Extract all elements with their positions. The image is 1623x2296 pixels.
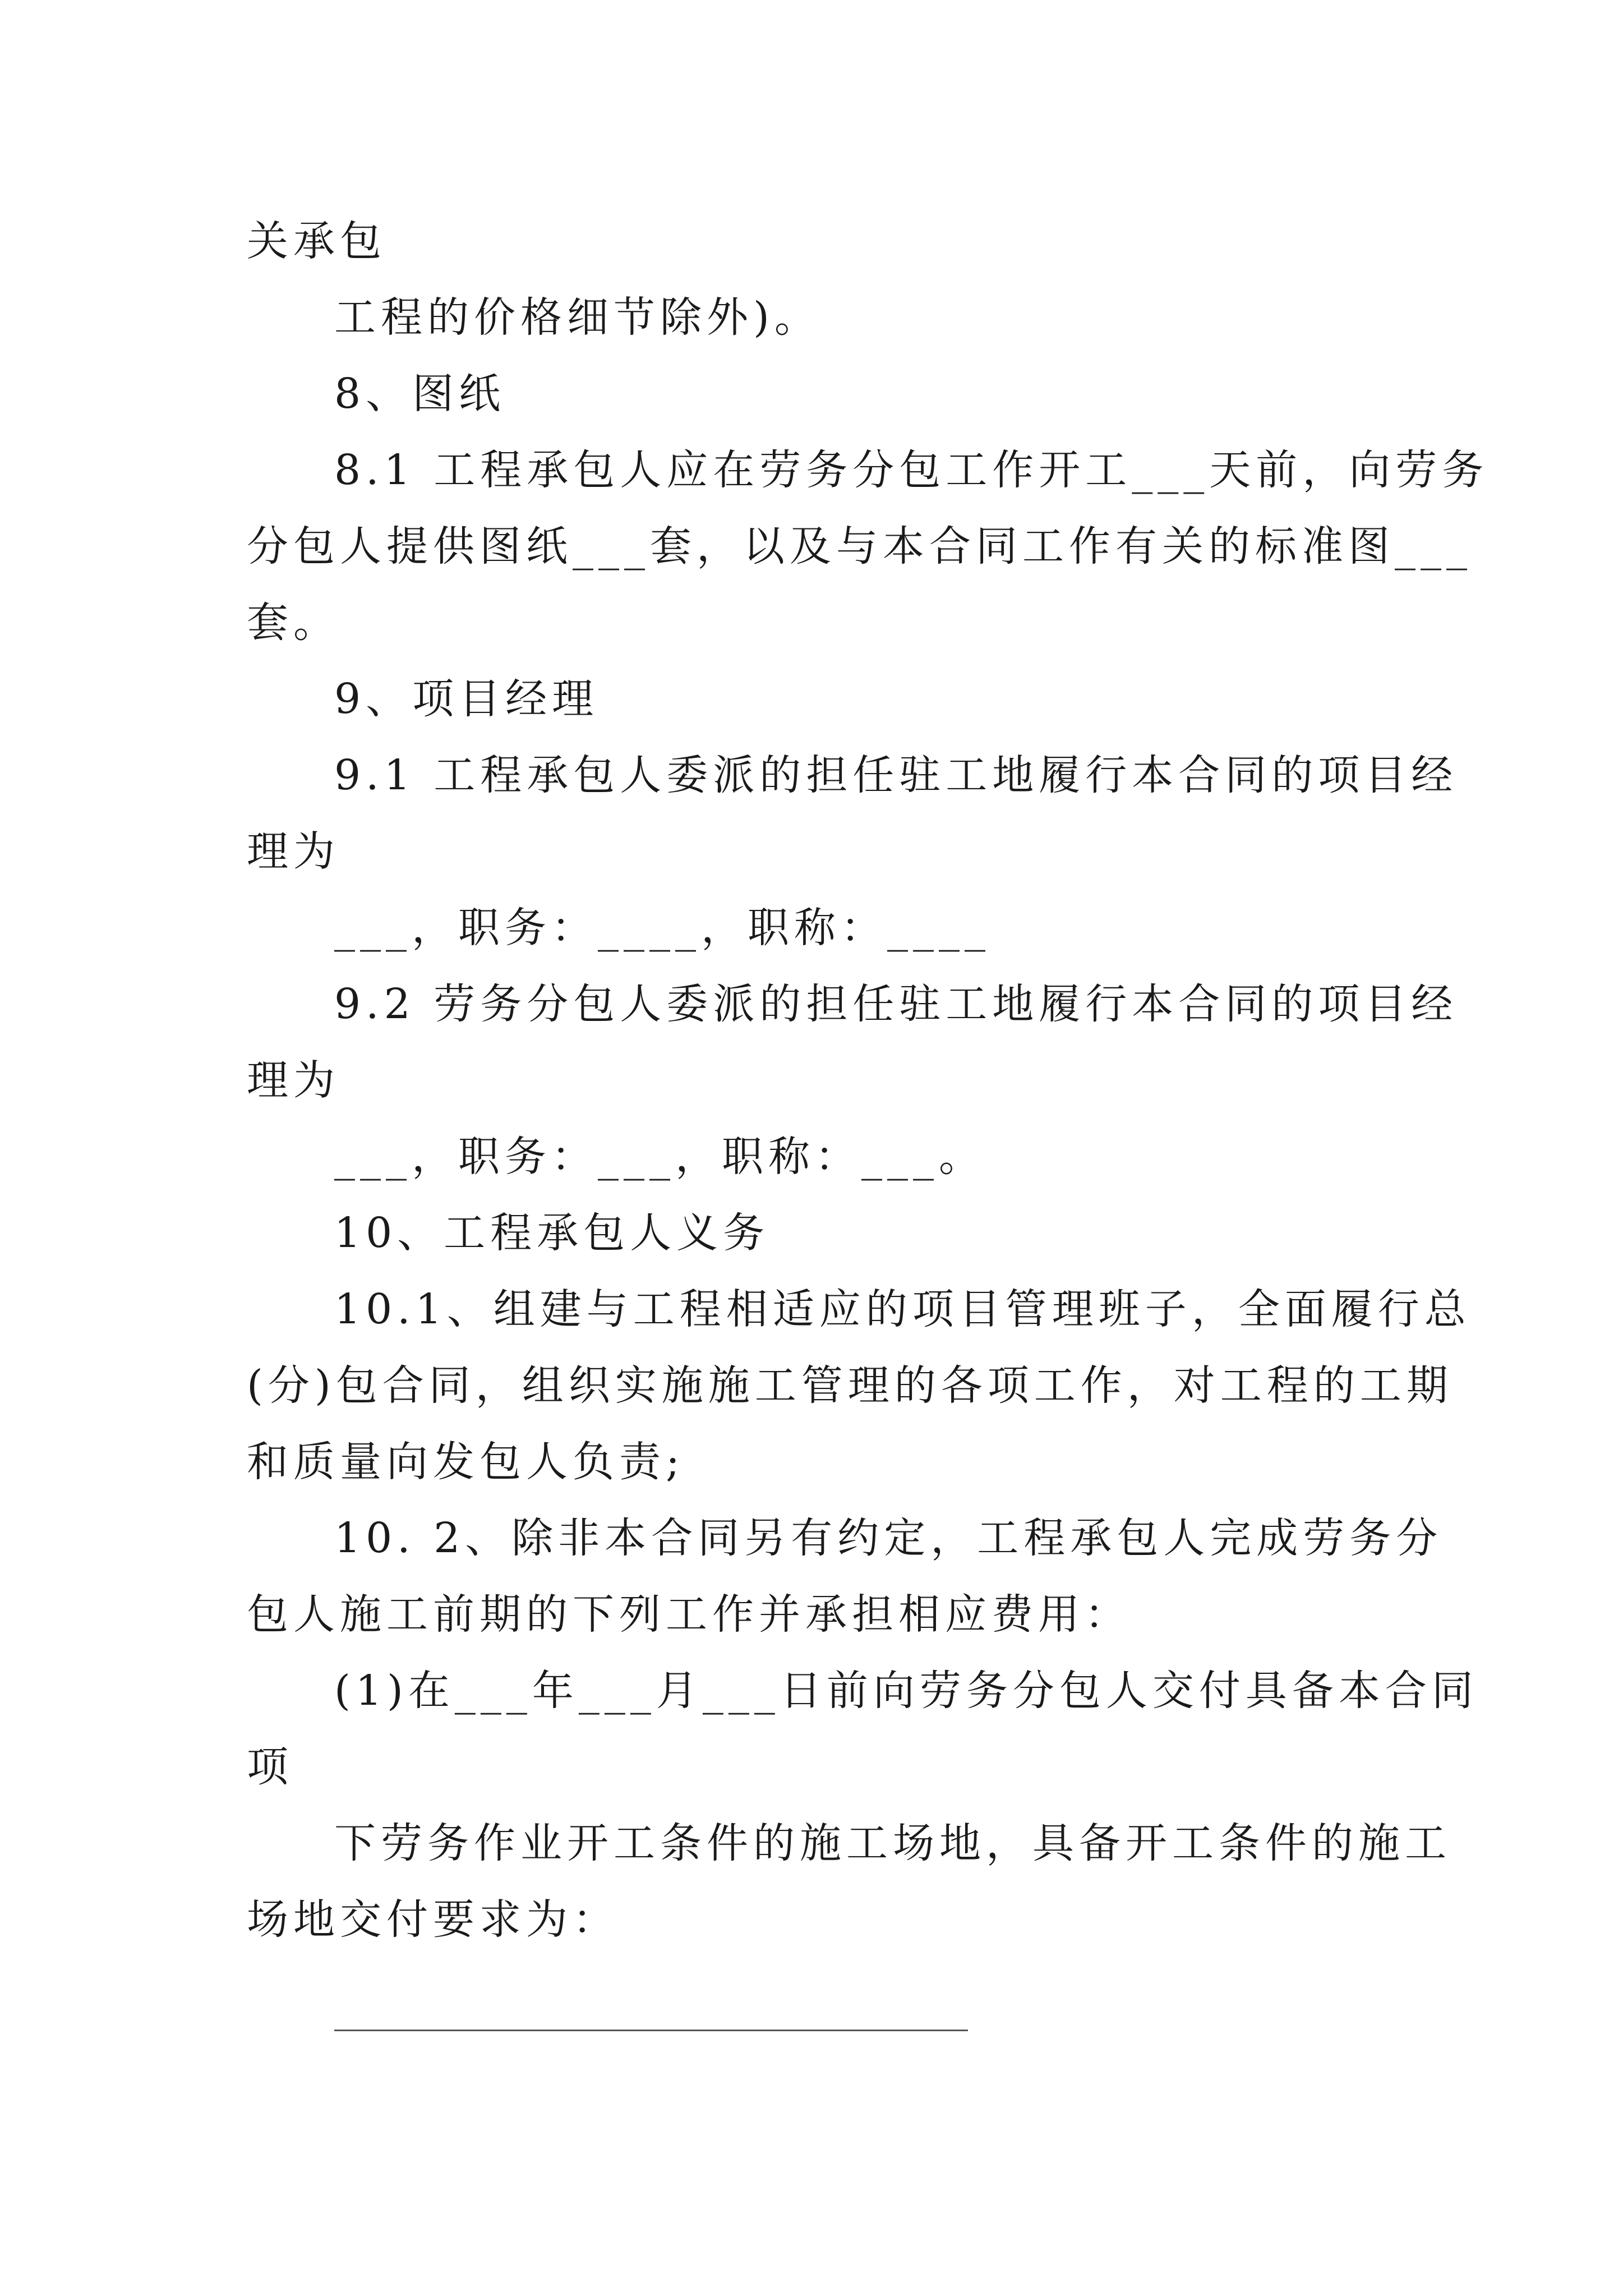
text-line: 和质量向发包人负责; [247, 1438, 685, 1486]
section-heading-contractor-obligations: 10、工程承包人义务 [334, 1209, 770, 1257]
text-line: 包人施工前期的下列工作并承担相应费用： [247, 1590, 1131, 1639]
text-line: 10.1、组建与工程相适应的项目管理班子，全面履行总 [334, 1285, 1471, 1333]
text-line: ___，职务：___，职称：___。 [334, 1133, 985, 1181]
text-line: 套。 [247, 599, 340, 647]
text-line: (分)包合同，组织实施施工管理的各项工作，对工程的工期 [247, 1361, 1453, 1410]
text-line: 8.1 工程承包人应在劳务分包工作开工___天前，向劳务 [334, 446, 1489, 494]
text-line: 分包人提供图纸___套，以及与本合同工作有关的标准图___ [247, 522, 1472, 570]
text-line: (1)在___年___月___日前向劳务分包人交付具备本合同 [334, 1667, 1478, 1715]
text-line: 工程的价格细节除外)。 [334, 293, 821, 342]
text-line: 关承包 [247, 217, 386, 265]
text-line: 项 [247, 1743, 293, 1791]
text-line: 9.2 劳务分包人委派的担任驻工地履行本合同的项目经 [334, 980, 1458, 1028]
text-line: 理为 [247, 827, 340, 876]
text-line: 10. 2、除非本合同另有约定，工程承包人完成劳务分 [334, 1514, 1443, 1562]
text-line: 场地交付要求为： [247, 1895, 619, 1944]
blank-fill-line [334, 2030, 968, 2031]
text-line: ___，职务：____，职称：____ [334, 904, 990, 952]
section-heading-drawings: 8、图纸 [334, 370, 506, 418]
text-line: 理为 [247, 1056, 340, 1105]
section-heading-project-manager: 9、项目经理 [334, 675, 599, 723]
text-line: 下劳务作业开工条件的施工场地，具备开工条件的施工 [334, 1819, 1451, 1867]
text-line: 9.1 工程承包人委派的担任驻工地履行本合同的项目经 [334, 751, 1458, 799]
